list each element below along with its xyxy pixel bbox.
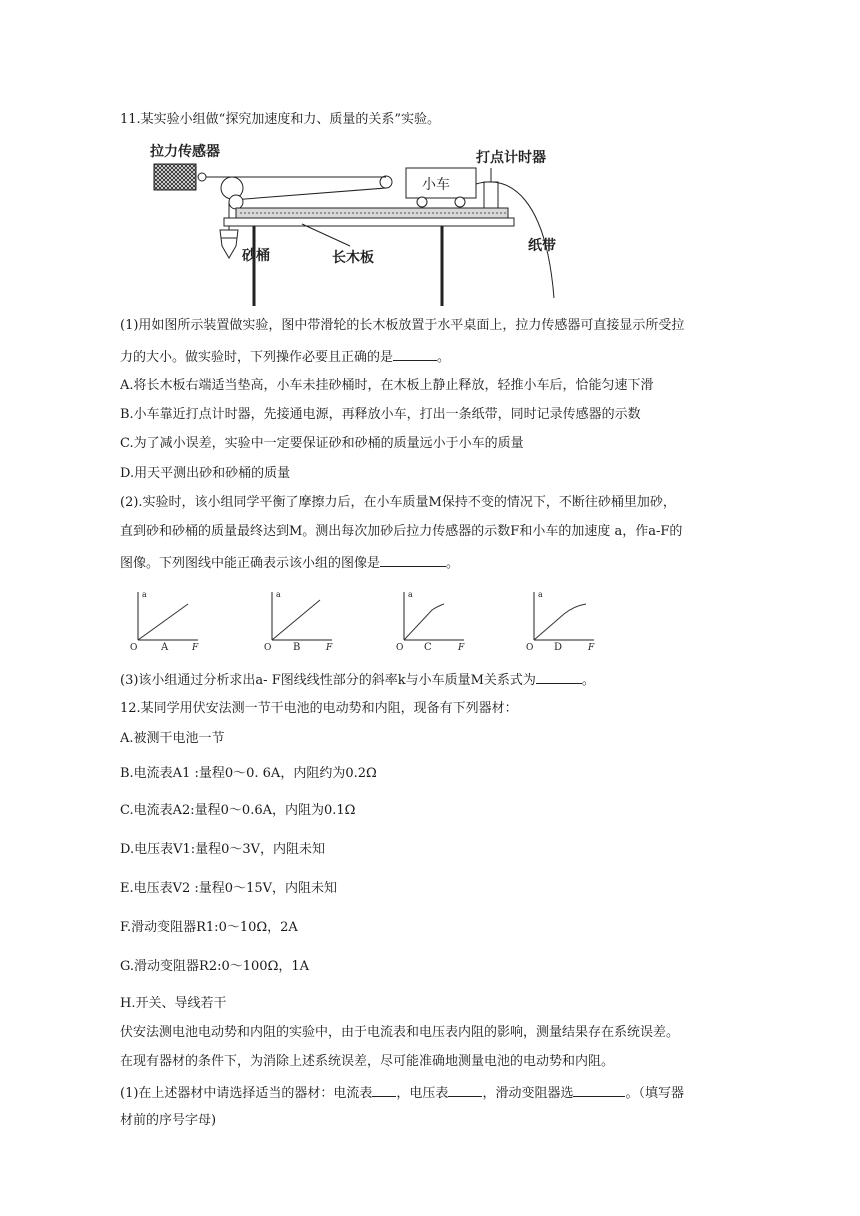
dot-timer bbox=[484, 182, 498, 208]
svg-text:F: F bbox=[588, 643, 595, 653]
graph-letter: A bbox=[161, 642, 169, 653]
svg-text:O: O bbox=[130, 643, 138, 653]
svg-text:F: F bbox=[192, 643, 199, 653]
equipment-item: C.电流表A2:量程0～0.6A，内阻为0.1Ω bbox=[120, 803, 356, 818]
q12-desc-line2: 在现有器材的条件下，为消除上述系统误差，尽可能准确地测量电池的电动势和内阻。 bbox=[120, 1054, 615, 1069]
svg-text:a: a bbox=[538, 590, 543, 599]
equipment-item: A.被测干电池一节 bbox=[120, 731, 225, 746]
sensor-label: 拉力传感器 bbox=[150, 144, 220, 160]
apparatus-figure bbox=[150, 138, 570, 306]
q11-part2-line2: 直到砂和砂桶的质量最终达到M。测出每次加砂后拉力传感器的示数F和小车的加速度 a，作a-F的 bbox=[120, 524, 683, 539]
q11-title: 11.某实验小组做“探究加速度和力、质量的关系”实验。 bbox=[120, 112, 440, 127]
option-c: C.为了减小误差，实验中一定要保证砂和砂桶的质量远小于小车的质量 bbox=[120, 436, 524, 451]
cart-label: 小车 bbox=[422, 177, 450, 193]
answer-blank bbox=[448, 1083, 482, 1097]
force-sensor bbox=[154, 164, 196, 190]
graph-letter: C bbox=[424, 642, 432, 653]
q11-part2-line3: 图像。下列图线中能正确表示该小组的图像是 。 bbox=[120, 553, 459, 573]
svg-text:a: a bbox=[142, 590, 147, 599]
svg-text:F: F bbox=[458, 643, 465, 653]
svg-text:O: O bbox=[264, 643, 272, 653]
q11-part3: (3)该小组通过分析求出a- F图线线性部分的斜率k与小车质量M关系式为 。 bbox=[120, 670, 595, 690]
answer-blank bbox=[393, 347, 437, 361]
answer-blank bbox=[573, 1083, 625, 1097]
graph-letter: D bbox=[554, 642, 563, 653]
answer-blank bbox=[536, 670, 582, 684]
timer-label: 打点计时器 bbox=[476, 150, 546, 166]
board-label: 长木板 bbox=[332, 250, 374, 266]
option-b: B.小车靠近打点计时器，先接通电源，再释放小车，打出一条纸带，同时记录传感器的示数 bbox=[120, 407, 641, 422]
graph-b bbox=[262, 588, 342, 656]
q12-sub1-line1: (1)在上述器材中请选择适当的器材：电流表 ，电压表 ，滑动变阻器选 。（填写器 bbox=[120, 1083, 684, 1103]
option-a: A.将长木板右端适当垫高，小车未挂砂桶时，在木板上静止释放，轻推小车后，恰能匀速下滑 bbox=[120, 378, 654, 393]
q11-part2-line1: (2).实验时，该小组同学平衡了摩擦力后，在小车质量M保持不变的情况下，不断往砂桶里加砂， bbox=[120, 495, 676, 510]
graph-c bbox=[394, 588, 474, 656]
svg-text:a: a bbox=[276, 590, 281, 599]
graph-d bbox=[524, 588, 604, 656]
equipment-item: E.电压表V2 :量程0～15V，内阻未知 bbox=[120, 881, 337, 896]
pulley bbox=[229, 195, 243, 209]
equipment-item: G.滑动变阻器R2:0～100Ω，1A bbox=[120, 959, 310, 974]
q12-title: 12.某同学用伏安法测一节干电池的电动势和内阻，现备有下列器材： bbox=[120, 701, 518, 716]
equipment-item: F.滑动变阻器R1:0～10Ω，2A bbox=[120, 920, 298, 935]
q12-sub1-line2: 材前的序号字母) bbox=[120, 1113, 217, 1128]
graph-letter: B bbox=[293, 642, 301, 653]
svg-text:O: O bbox=[396, 643, 404, 653]
q12-desc-line1: 伏安法测电池电动势和内阻的实验中，由于电流表和电压表内阻的影响，测量结果存在系统误差。 bbox=[120, 1025, 680, 1040]
sand-bucket bbox=[220, 230, 238, 258]
option-d: D.用天平测出砂和砂桶的质量 bbox=[120, 466, 291, 481]
svg-text:a: a bbox=[408, 590, 413, 599]
answer-blank bbox=[380, 553, 446, 567]
answer-blank bbox=[372, 1083, 396, 1097]
tape-label: 纸带 bbox=[528, 238, 556, 254]
graph-a bbox=[128, 588, 208, 656]
equipment-item: H.开关、导线若干 bbox=[120, 996, 227, 1011]
svg-text:F: F bbox=[326, 643, 333, 653]
q11-part1-line1: (1)用如图所示装置做实验，图中带滑轮的长木板放置于水平桌面上，拉力传感器可直接显示所受拉 bbox=[120, 318, 685, 333]
q11-part1-line2: 力的大小。做实验时，下列操作必要且正确的是 。 bbox=[120, 347, 450, 367]
bucket-label: 砂桶 bbox=[242, 248, 270, 264]
svg-text:O: O bbox=[526, 643, 534, 653]
equipment-item: B.电流表A1 :量程0～0. 6A，内阻约为0.2Ω bbox=[120, 766, 377, 781]
q11-part1-text: 力的大小。做实验时，下列操作必要且正确的是 bbox=[120, 350, 394, 365]
equipment-item: D.电压表V1:量程0～3V，内阻未知 bbox=[120, 842, 326, 857]
